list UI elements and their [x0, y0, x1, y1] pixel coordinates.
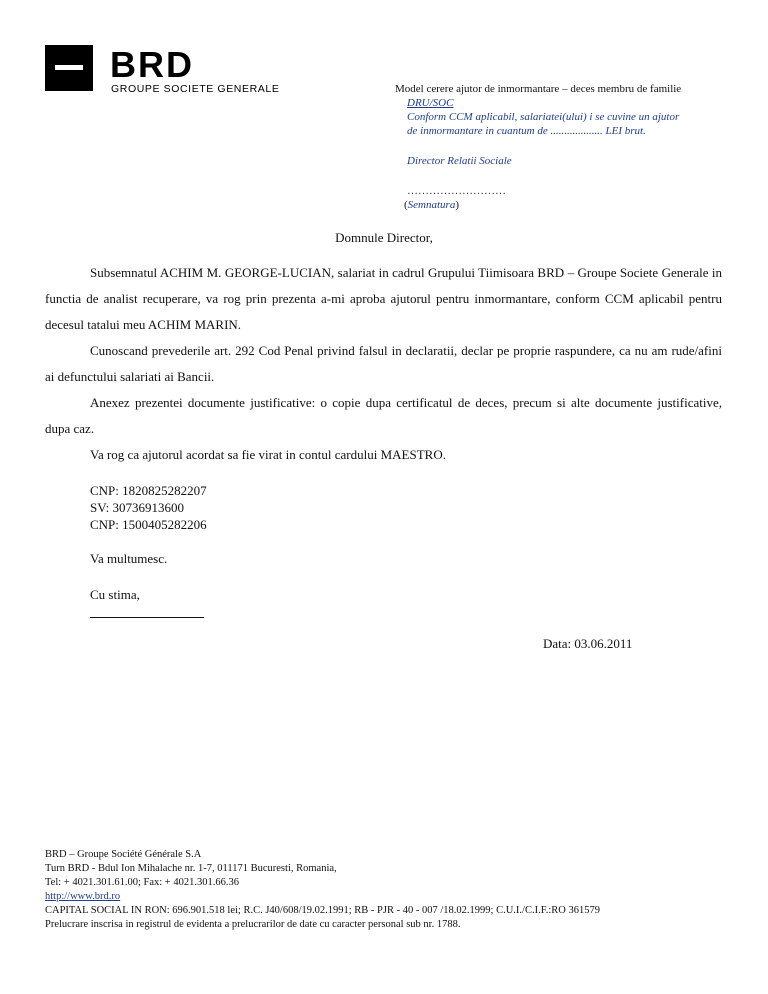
- sv-number: SV: 30736913600: [90, 500, 185, 515]
- footer-website-link[interactable]: http://www.brd.ro: [45, 891, 121, 902]
- approval-note-line1: Conform CCM aplicabil, salariatei(ului) i se cuvine un ajutor: [407, 111, 680, 123]
- regards-line: Cu stima,: [90, 587, 140, 602]
- thanks-line: Va multumesc.: [90, 551, 168, 566]
- director-title: Director Relatii Sociale: [407, 155, 512, 167]
- cnp-employee: CNP: 1820825282207: [90, 483, 207, 498]
- paragraph-attachments: Anexez prezentei documente justificative: o copie dupa certificatul de deces, precum si alte documente justificative, dupa caz.: [45, 395, 722, 436]
- approval-note-line2: de inmormantare in cuantum de ................... LEI brut.: [407, 125, 646, 137]
- document-date: Data: 03.06.2011: [543, 636, 633, 651]
- footer-registry: Prelucrare inscrisa in registrul de evidenta a prelucrarilor de date cu caracter personal sub nr. 1788.: [45, 919, 461, 930]
- department-code: DRU/SOC: [407, 97, 454, 109]
- form-model-title: Model cerere ajutor de inmormantare – deces membru de familie: [395, 83, 682, 95]
- footer-phone: Tel: + 4021.301.61.00; Fax: + 4021.301.66.36: [45, 877, 239, 888]
- signature-dots: ………………………: [407, 185, 506, 197]
- brd-logo-subtitle: GROUPE SOCIETE GENERALE: [111, 83, 280, 95]
- paragraph-request: Subsemnatul ACHIM M. GEORGE-LUCIAN, salariat in cadrul Grupului Tiimisoara BRD – Groupe Societe Generale in functia de analist recuperare, va rog prin prezenta a-mi aproba ajutorul pentru inmormantare, conform CCM aplicabil pentru decesul tatalui meu ACHIM MARIN.: [45, 265, 722, 332]
- paragraph-declaration: Cunoscand prevederile art. 292 Cod Penal privind falsul in declaratii, declar pe proprie raspundere, ca nu am rude/afini ai defunctului salariati ai Bancii.: [45, 343, 722, 384]
- footer-address: Turn BRD - Bdul Ion Mihalache nr. 1-7, 011171 Bucuresti, Romania,: [45, 863, 337, 874]
- footer-capital: CAPITAL SOCIAL IN RON: 696.901.518 lei; R.C. J40/608/19.02.1991; RB - PJR - 40 - 007 /18.02.1999; C.U.I./C.I.F.:RO 361579: [45, 905, 600, 916]
- brd-logo-word: BRD: [110, 44, 194, 85]
- salutation: Domnule Director,: [335, 230, 433, 245]
- footer-company: BRD – Groupe Société Générale S.A: [45, 849, 202, 860]
- brd-logo-mark: [45, 45, 93, 91]
- signature-line: [90, 617, 204, 618]
- cnp-deceased: CNP: 1500405282206: [90, 517, 207, 532]
- signature-label: (Semnatura): [404, 199, 460, 211]
- paragraph-payment: Va rog ca ajutorul acordat sa fie virat in contul cardului MAESTRO.: [90, 447, 446, 462]
